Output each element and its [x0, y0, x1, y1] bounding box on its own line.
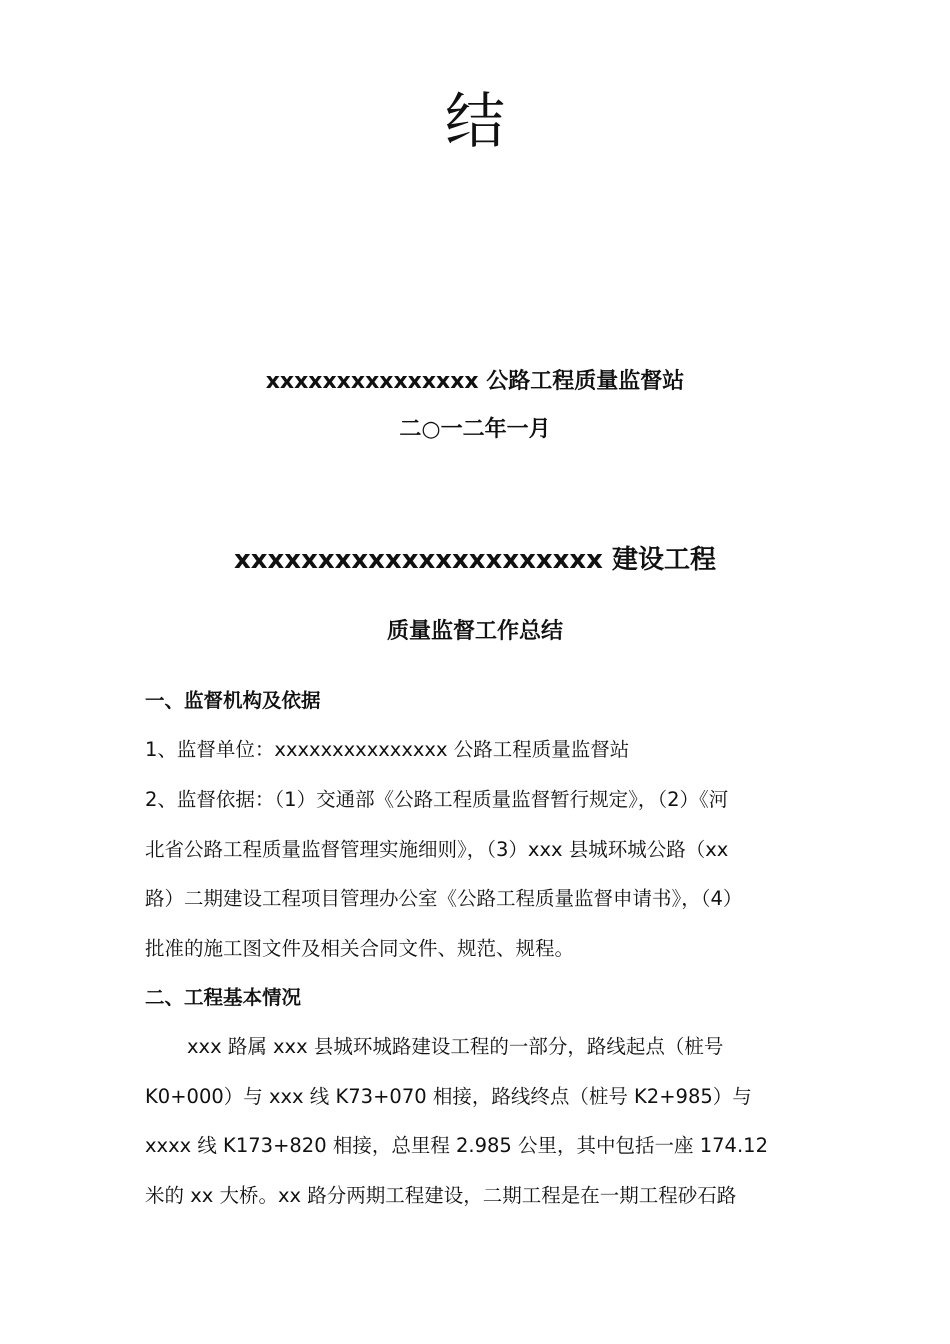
paragraph-line: 批准的施工图文件及相关合同文件、规范、规程。 [145, 936, 575, 960]
document-date: 二○一二年一月 [399, 417, 551, 442]
paragraph-line: 路）二期建设工程项目管理办公室《公路工程质量监督申请书》，（4） [145, 887, 743, 911]
paragraph-line: 米的 xx 大桥。xx 路分两期工程建设，二期工程是在一期工程砂石路 [145, 1183, 737, 1207]
paragraph-line: xxxx 线 K173+820 相接，总里程 2.985 公里，其中包括一座 174.12 [145, 1134, 768, 1158]
paragraph-line: 2、监督依据：（1）交通部《公路工程质量监督暂行规定》，（2）《河 [145, 788, 729, 811]
paragraph-line: 1、监督单位：xxxxxxxxxxxxxxx 公路工程质量监督站 [145, 738, 630, 761]
paragraph-line: xxx 路属 xxx 县城环城路建设工程的一部分，路线起点（桩号 [187, 1035, 724, 1058]
supervision-unit-paragraph [145, 725, 813, 775]
document-subtitle: 质量监督工作总结 [386, 619, 563, 644]
cover-title-char: 结 [445, 87, 505, 157]
paragraph-line: K0+000）与 xxx 线 K73+070 相接，路线终点（桩号 K2+985）与 [145, 1084, 752, 1108]
paragraph-line: 北省公路工程质量监督管理实施细则》，（3）xxx 县城环城公路（xx [145, 837, 729, 861]
supervision-station-name: xxxxxxxxxxxxxxx 公路工程质量监督站 [265, 369, 685, 394]
section-heading-1: 一、监督机构及依据 [145, 689, 321, 712]
supervision-basis-paragraph [145, 775, 813, 973]
project-overview-paragraph [145, 1022, 813, 1220]
document-title: xxxxxxxxxxxxxxxxxxxxxx 建设工程 [233, 545, 716, 575]
section-heading-2: 二、工程基本情况 [145, 986, 302, 1009]
